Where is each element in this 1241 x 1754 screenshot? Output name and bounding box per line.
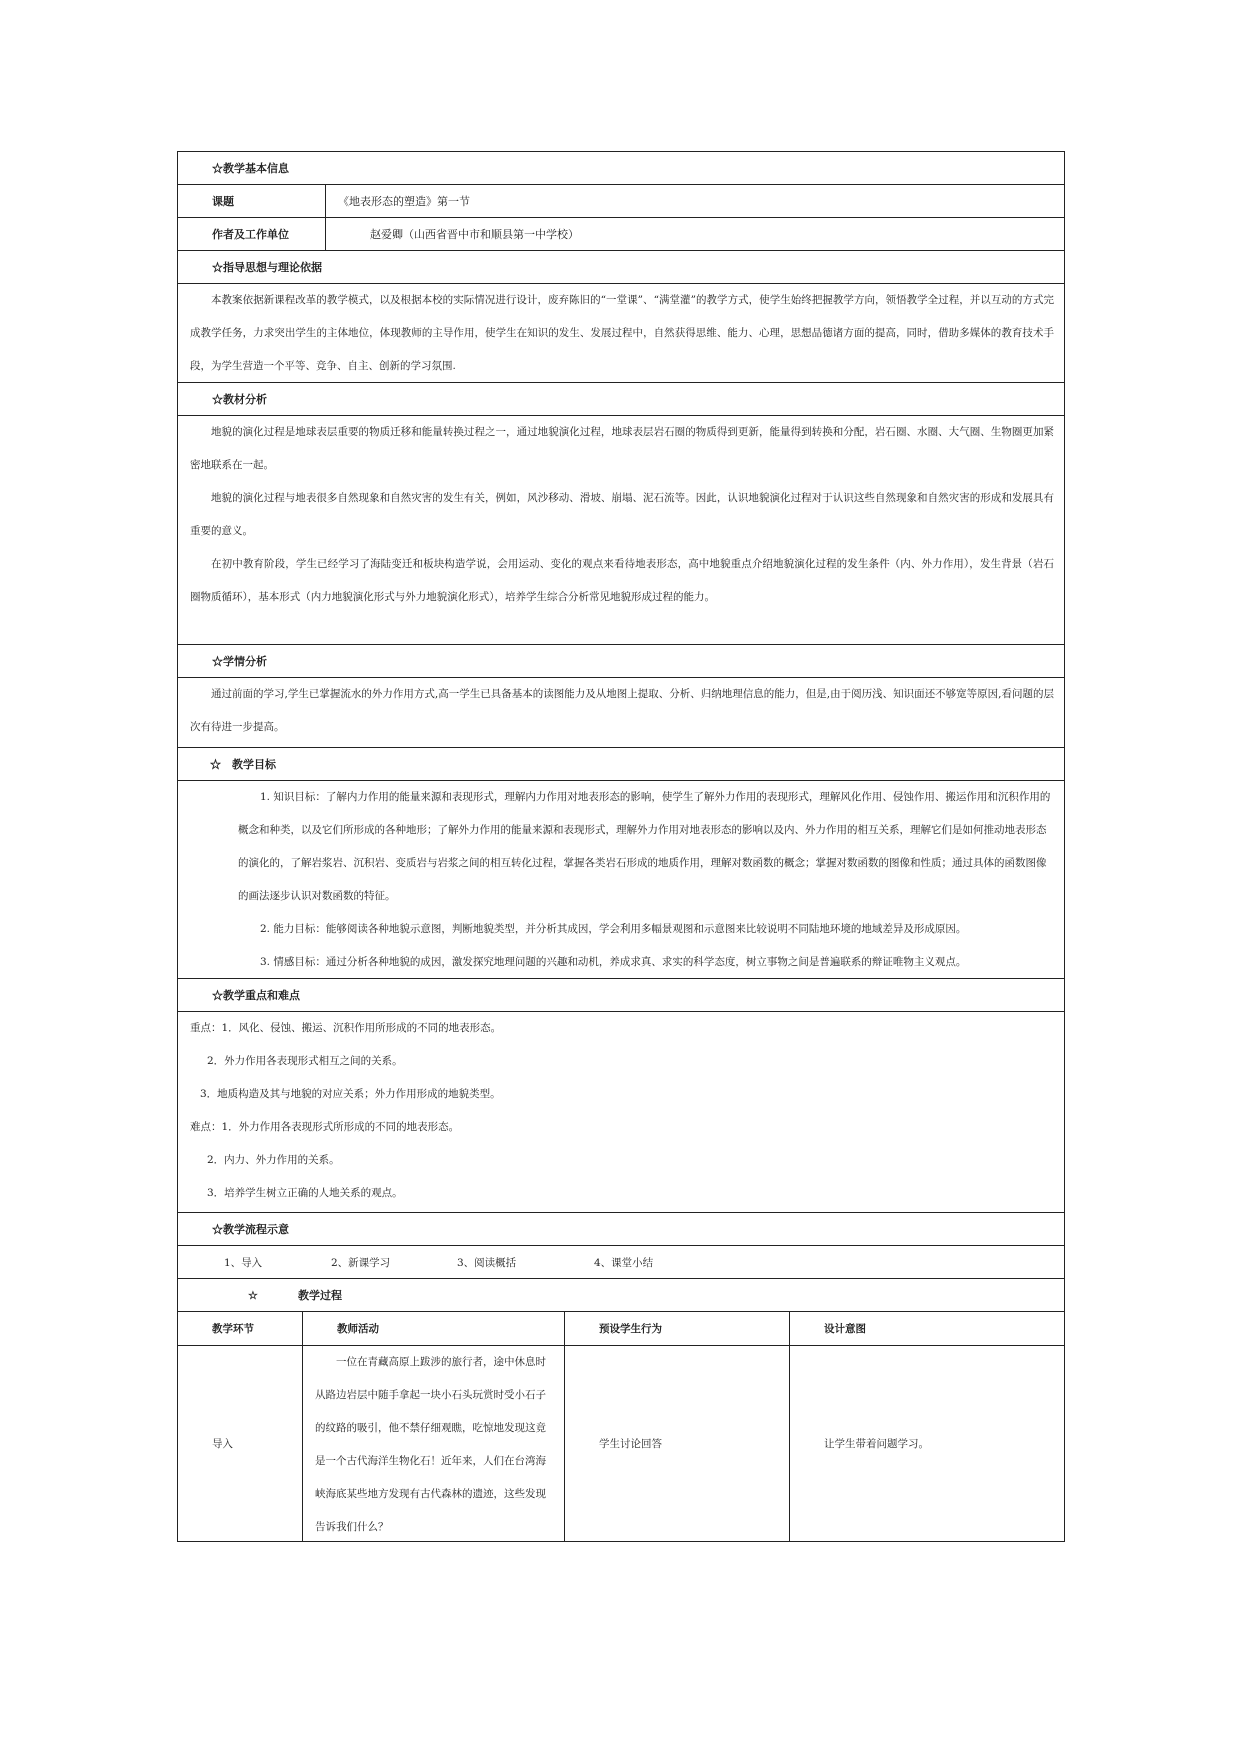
process-star: ☆ xyxy=(248,1288,258,1302)
basic-info-header: ☆教学基本信息 xyxy=(178,152,1064,185)
flow-step: 2、新课学习 xyxy=(331,1256,391,1269)
keypoint-line: 3．培养学生树立正确的人地关系的观点。 xyxy=(207,1187,403,1199)
goals-header: ☆ 教学目标 xyxy=(178,748,1064,781)
author-row xyxy=(178,218,1064,251)
goals-cell xyxy=(178,781,1064,979)
column-header-intent: 设计意图 xyxy=(790,1312,1064,1346)
material-paragraph-2: 地貌的演化过程与地表很多自然现象和自然灾害的发生有关，例如，风沙移动、滑坡、崩塌、泥石流等。因此，认识地貌演化过程对于认识这些自然现象和自然灾害的形成和发展具有重要的意义。 xyxy=(190,492,1054,537)
flow-steps xyxy=(178,1246,1064,1279)
lesson-plan-table xyxy=(177,151,1065,1542)
learner-header: ☆学情分析 xyxy=(178,645,1064,678)
teacher-activity-cell xyxy=(303,1346,564,1541)
topic-value: 《地表形态的塑造》第一节 xyxy=(338,195,470,208)
keypoint-line: 2．内力、外力作用的关系。 xyxy=(207,1154,340,1166)
process-table xyxy=(178,1312,1064,1541)
column-header-student: 预设学生行为 xyxy=(565,1312,789,1346)
goal-knowledge: 1. 知识目标：了解内力作用的能量来源和表现形式，理解内力作用对地表形态的影响，使学生了解外力作用的表现形式，理解风化作用、侵蚀作用、搬运作用和沉积作用的概念和种类，以及它们所形成的各种地形；了解外力作用的能量来源和表现形式，理解外力作用对地表形态的影响以及内、外力作用的相互关系，理解它们是如何推动地表形态的演化的，了解岩浆岩、沉积岩、变质岩与岩浆之间的相互转化过程，掌握各类岩石形成的地质作用，理解对数函数的概念；掌握对数函数的图像和性质；通过具体的函数图像的画法逐步认识对数函数的特征。 xyxy=(238,791,1051,902)
flow-step: 4、课堂小结 xyxy=(594,1256,654,1269)
keypoints-header: ☆教学重点和难点 xyxy=(178,979,1064,1012)
material-text-cell xyxy=(178,416,1064,645)
guiding-text-cell xyxy=(178,284,1064,383)
material-paragraph-1: 地貌的演化过程是地球表层重要的物质迁移和能量转换过程之一，通过地貌演化过程，地球表层岩石圈的物质得到更新，能量得到转换和分配，岩石圈、水圈、大气圈、生物圈更加紧密地联系在一起。 xyxy=(190,426,1054,471)
keypoint-line: 2．外力作用各表现形式相互之间的关系。 xyxy=(207,1055,403,1067)
author-label: 作者及工作单位 xyxy=(178,218,326,250)
flow-step: 3、阅读概括 xyxy=(457,1256,517,1269)
learner-text: 通过前面的学习,学生已掌握流水的外力作用方式,高一学生已具备基本的读图能力及从地图上提取、分析、归纳地理信息的能力，但是,由于阅历浅、知识面还不够宽等原因,看问题的层次有待进一步提高。 xyxy=(190,688,1054,733)
design-intent-cell: 让学生带着问题学习。 xyxy=(824,1438,929,1450)
teacher-activity-text: 一位在青藏高原上跋涉的旅行者，途中休息时从路边岩层中随手拿起一块小石头玩赏时受小石子的纹路的吸引，他不禁仔细观瞧，吃惊地发现这竟是一个古代海洋生物化石！近年来，人们在台湾海峡海底某些地方发现有古代森林的遗迹，这些发现告诉我们什么？ xyxy=(315,1356,546,1533)
topic-row xyxy=(178,185,1064,218)
keypoint-line: 难点：1．外力作用各表现形式所形成的不同的地表形态。 xyxy=(190,1121,460,1133)
goal-ability: 2. 能力目标：能够阅读各种地貌示意图，判断地貌类型，并分析其成因，学会利用多幅景观图和示意图来比较说明不同陆地环境的地域差异及形成原因。 xyxy=(260,923,967,935)
guiding-text: 本教案依据新课程改革的教学模式，以及根据本校的实际情况进行设计，废弃陈旧的“一堂课”、“满堂灌”的教学方式，使学生始终把握教学方向，领悟教学全过程，并以互动的方式完成教学任务，力求突出学生的主体地位，体现教师的主导作用，使学生在知识的发生、发展过程中，自然获得思维、能力、心理，思想品德诸方面的提高，同时，借助多媒体的教育技术手段，为学生营造一个平等、竞争、自主、创新的学习氛围. xyxy=(190,294,1054,372)
process-header xyxy=(178,1279,1064,1312)
flow-step: 1、导入 xyxy=(224,1256,263,1269)
column-header-teacher: 教师活动 xyxy=(303,1312,564,1346)
learner-text-cell xyxy=(178,678,1064,748)
author-value: 赵爱卿（山西省晋中市和顺县第一中学校） xyxy=(370,228,579,241)
material-paragraph-3: 在初中教育阶段，学生已经学习了海陆变迁和板块构造学说，会用运动、变化的观点来看待地表形态，高中地貌重点介绍地貌演化过程的发生条件（内、外力作用），发生背景（岩石圈物质循环），基本形式（内力地貌演化形式与外力地貌演化形式），培养学生综合分析常见地貌形成过程的能力。 xyxy=(190,558,1054,603)
student-behavior-cell: 学生讨论回答 xyxy=(599,1438,662,1450)
flow-header: ☆教学流程示意 xyxy=(178,1213,1064,1246)
guiding-header: ☆指导思想与理论依据 xyxy=(178,251,1064,284)
stage-cell: 导入 xyxy=(212,1438,233,1450)
goal-emotion: 3. 情感目标：通过分析各种地貌的成因，激发探究地理问题的兴趣和动机，养成求真、求实的科学态度，树立事物之间是普遍联系的辩证唯物主义观点。 xyxy=(260,956,967,968)
material-header: ☆教材分析 xyxy=(178,383,1064,416)
topic-label: 课题 xyxy=(178,185,326,217)
keypoint-line: 3．地质构造及其与地貌的对应关系；外力作用形成的地貌类型。 xyxy=(200,1088,501,1100)
process-title: 教学过程 xyxy=(298,1289,342,1302)
column-header-stage: 教学环节 xyxy=(178,1312,302,1346)
keypoints-cell xyxy=(178,1012,1064,1213)
keypoint-line: 重点：1．风化、侵蚀、搬运、沉积作用所形成的不同的地表形态。 xyxy=(190,1022,502,1034)
